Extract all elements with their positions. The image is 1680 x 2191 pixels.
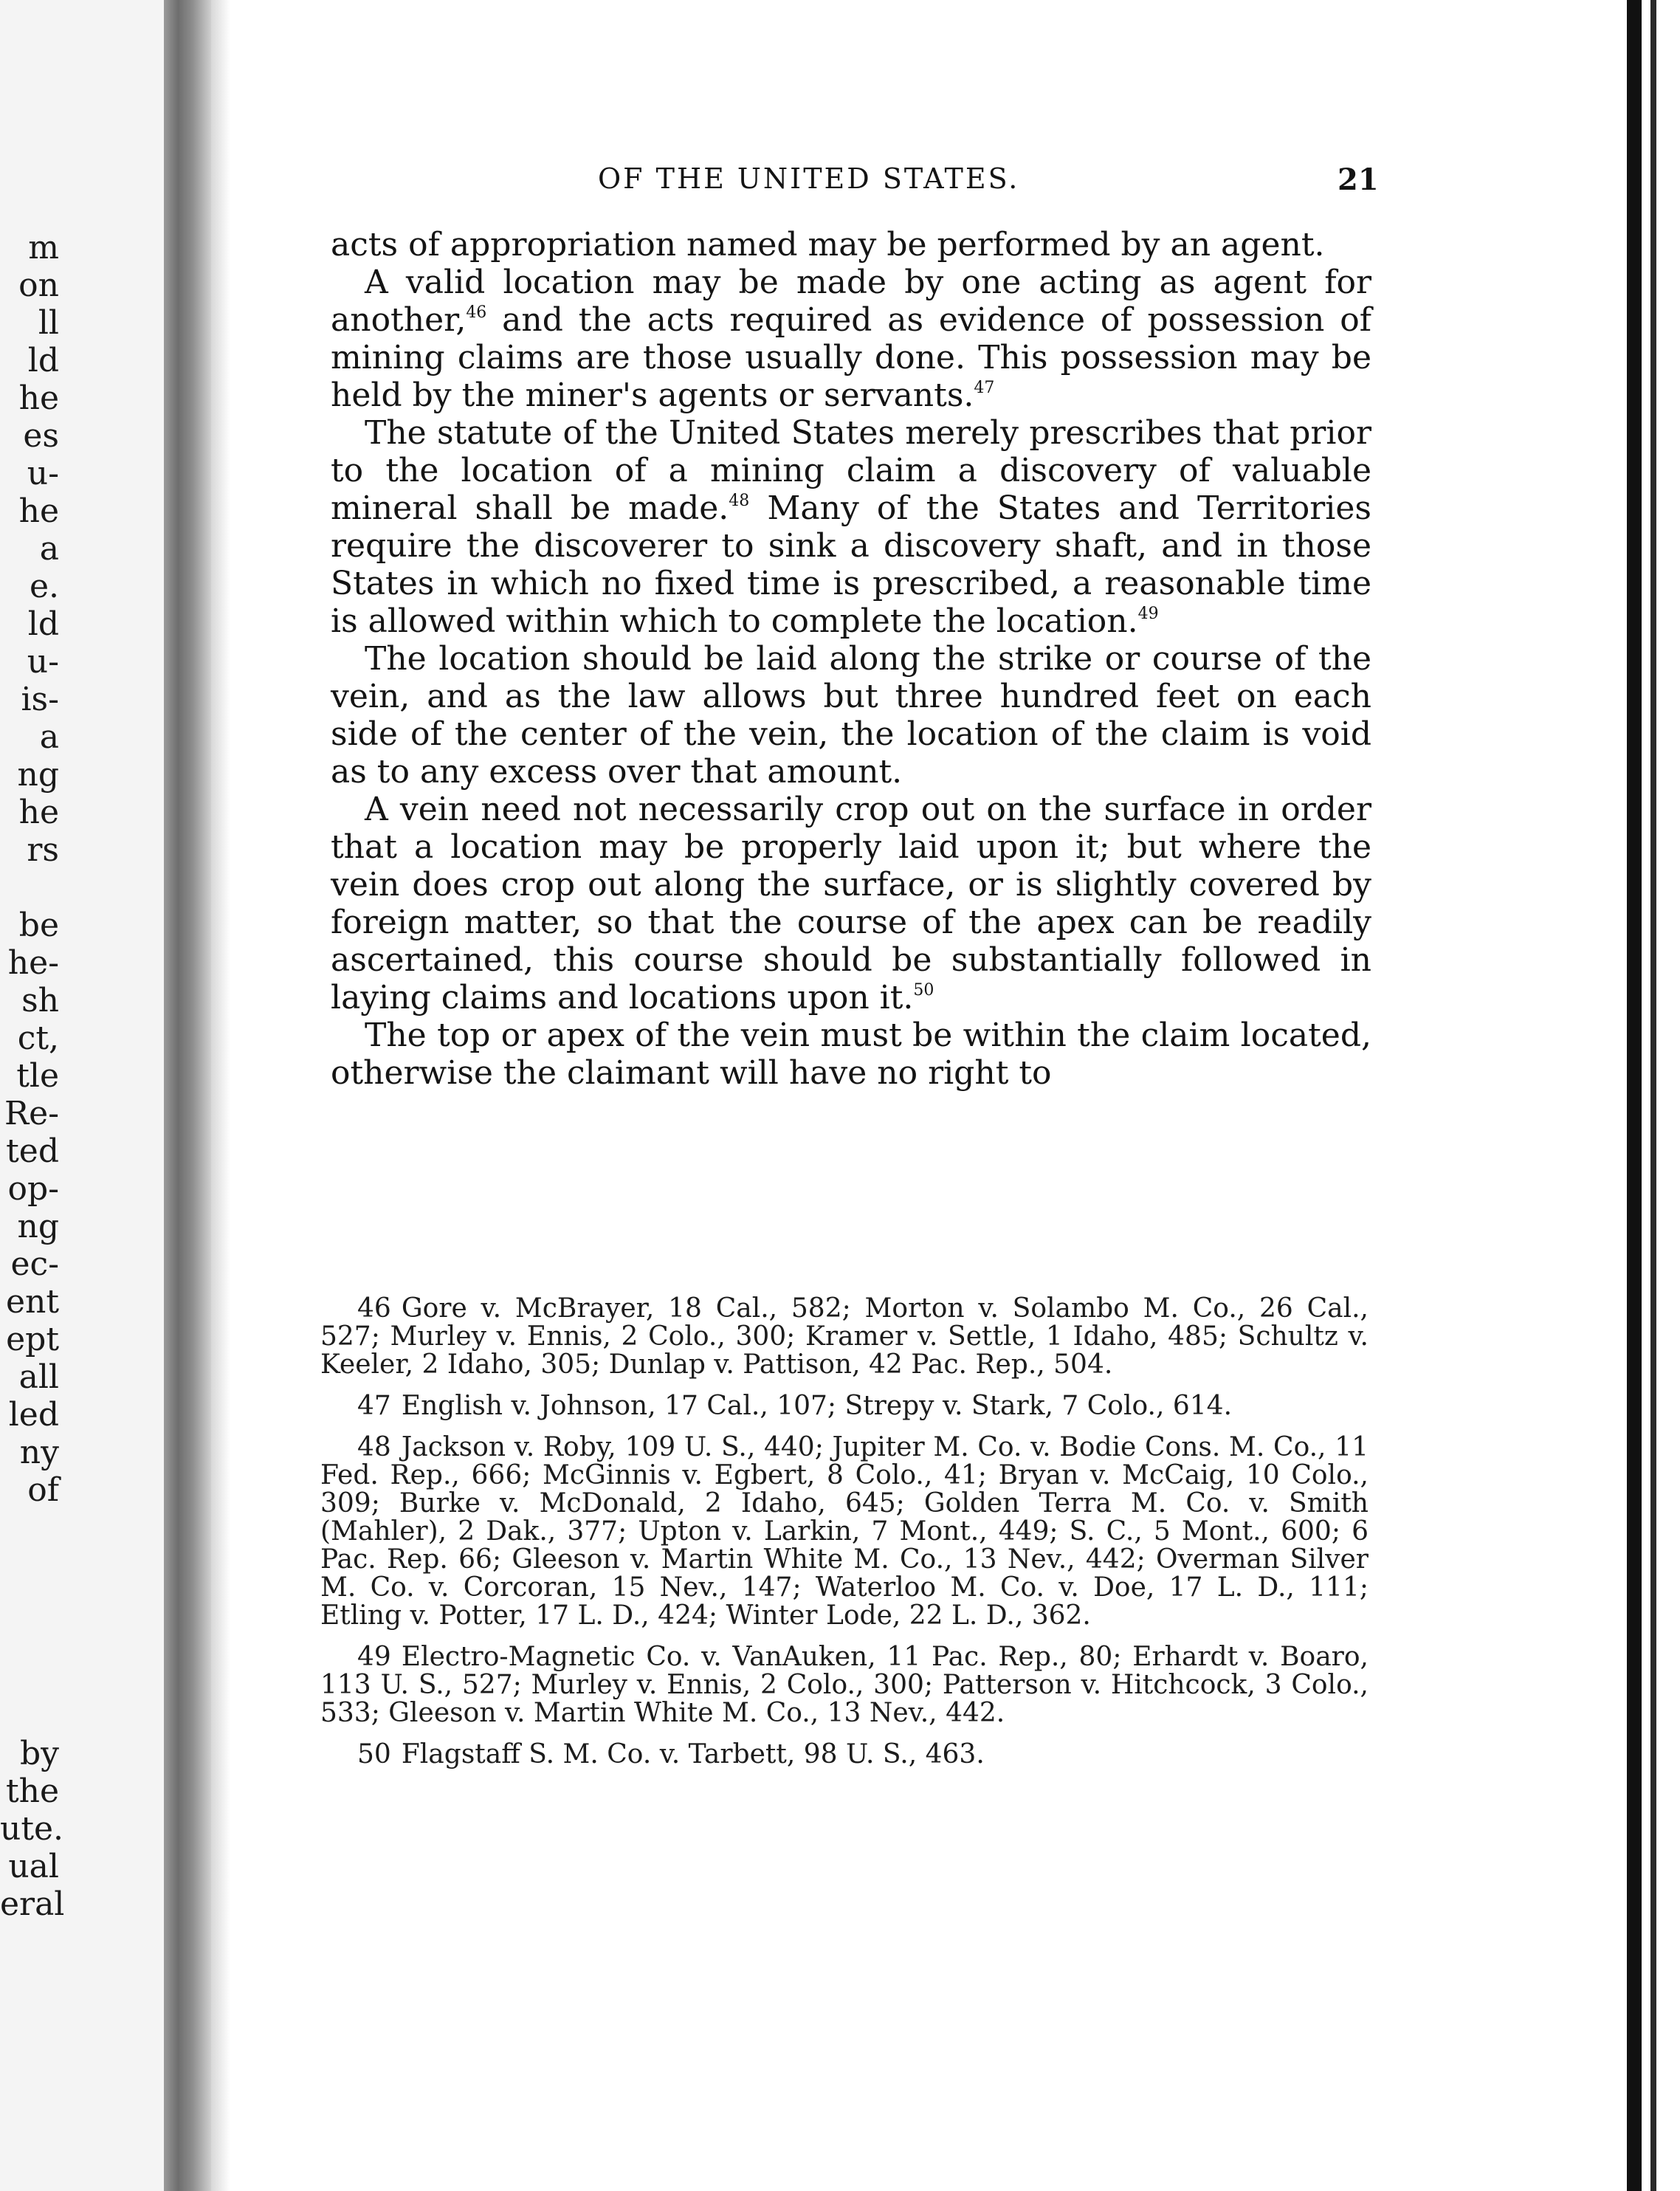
left-page-fragment: op- <box>7 1170 59 1208</box>
left-page-fragment: he- <box>7 944 59 982</box>
left-page-fragment: es <box>23 417 59 455</box>
footnote <box>320 1392 1369 1420</box>
left-page-text-fragments <box>0 229 65 1923</box>
left-page-fragment: ent <box>5 1283 59 1321</box>
footnote <box>320 1643 1369 1727</box>
left-page-fragment: of <box>27 1471 59 1509</box>
footnote-ref[interactable]: 49 <box>1137 605 1159 623</box>
page-number: 21 <box>1338 162 1379 197</box>
footnote <box>320 1741 1369 1769</box>
left-page-fragment <box>0 869 59 907</box>
scan-border <box>1627 0 1642 2191</box>
footnote-number: 46 <box>357 1293 391 1324</box>
left-page-fragment: a <box>39 718 59 756</box>
footnote-number: 49 <box>357 1642 391 1672</box>
body-text <box>331 226 1371 1092</box>
left-page-fragment: ld <box>27 605 59 643</box>
left-page-fragment: eral <box>0 1885 65 1923</box>
left-page-fragment: u- <box>27 643 59 681</box>
footnote-text: Jackson v. Roby, 109 U. S., 440; Jupiter M. Co. v. Bodie Cons. M. Co., 11 Fed. Rep., 666; McGinnis v. Egbert, 8 Colo., 41; Bryan v. McCaig, 10 Colo., 309; Burke v. McDonald, 2 Idaho, 645; Golden Terra M. Co. v. Smith (Mahler), 2 Dak., 377; Upton v. Larkin, 7 Mont., 449; S. C., 5 Mont., 600; 6 Pac. Rep. 66; Gleeson v. Martin White M. Co., 13 Nev., 442; Overman Silver M. Co. v. Corcoran, 15 Nev., 147; Waterloo M. Co. v. Doe, 17 L. D., 111; Etling v. Potter, 17 L. D., 424; Winter Lode, 22 L. D., 362. <box>320 1432 1369 1631</box>
left-page-fragment: ual <box>8 1848 59 1885</box>
gutter-shadow <box>211 0 230 2191</box>
left-page-fragment: by <box>19 1735 59 1772</box>
book-gutter <box>164 0 211 2191</box>
left-page-fragment: Re- <box>4 1095 59 1132</box>
left-page-fragment: tle <box>16 1057 59 1095</box>
left-page-fragment: ept <box>6 1321 59 1358</box>
left-page-fragment: led <box>8 1396 59 1434</box>
left-page-fragment: ute. <box>0 1810 64 1848</box>
running-title: OF THE UNITED STATES. <box>598 162 1020 195</box>
left-page-fragment: m <box>28 229 59 266</box>
left-page-fragment: rs <box>27 831 59 869</box>
left-page-fragment: he <box>18 492 59 530</box>
left-page-fragment: is- <box>21 681 59 718</box>
left-page-fragment: ny <box>19 1434 59 1471</box>
left-page-fragment: ct, <box>17 1019 59 1057</box>
left-page-fragment: u- <box>27 455 59 492</box>
left-page-fragment: a <box>39 530 59 568</box>
left-page-fragment: ec- <box>10 1245 59 1283</box>
paragraph: A valid location may be made by one acting as agent for another,$^{46}$ and the acts required as evidence of possession of mining claims are those usually done. This possession may be held by the miner's agents or servants.$^{47}$ <box>331 264 1371 414</box>
left-page-fragment: on <box>18 266 59 304</box>
left-page-fragment: be <box>18 907 59 944</box>
footnote-number: 50 <box>357 1739 391 1769</box>
scan-border-inner <box>1650 0 1656 2191</box>
left-page-fragment: he <box>18 379 59 417</box>
footnote-ref[interactable]: 48 <box>729 492 750 510</box>
footnote-ref[interactable]: 50 <box>913 981 934 1000</box>
left-page-fragment: ll <box>38 304 59 342</box>
footnotes <box>320 1295 1369 1782</box>
footnote <box>320 1295 1369 1379</box>
left-page-fragment: ld <box>27 342 59 379</box>
left-page-fragment: ng <box>17 756 59 794</box>
left-page-edge <box>0 0 171 2191</box>
left-page-fragment: he <box>18 794 59 831</box>
left-page-fragment: e. <box>29 568 59 605</box>
footnote <box>320 1434 1369 1630</box>
paragraph: acts of appropriation named may be performed by an agent. <box>331 226 1325 264</box>
left-page-fragment: all <box>18 1358 59 1396</box>
footnote-text: Electro-Magnetic Co. v. VanAuken, 11 Pac. Rep., 80; Erhardt v. Boaro, 113 U. S., 527; Murley v. Ennis, 2 Colo., 300; Patterson v. Hitchcock, 3 Colo., 533; Gleeson v. Martin White M. Co., 13 Nev., 442. <box>320 1642 1369 1728</box>
paragraph: The top or apex of the vein must be within the claim located, otherwise the claimant will have no right to <box>331 1017 1371 1092</box>
left-page-fragment: sh <box>21 982 59 1019</box>
footnote-text: Flagstaff S. M. Co. v. Tarbett, 98 U. S., 463. <box>401 1739 985 1769</box>
footnote-number: 47 <box>357 1391 391 1421</box>
paragraph: A vein need not necessarily crop out on the surface in order that a location may be properly laid upon it; but where the vein does crop out along the surface, or is slightly covered by foreign matter, so that the course of the apex can be readily ascertained, this course should be substantially followed in laying claims and locations upon it.$^{50}$ <box>331 791 1371 1017</box>
footnote-text: English v. Johnson, 17 Cal., 107; Strepy v. Stark, 7 Colo., 614. <box>401 1391 1233 1421</box>
left-page-fragment: ted <box>6 1132 59 1170</box>
footnote-text: Gore v. McBrayer, 18 Cal., 582; Morton v. Solambo M. Co., 26 Cal., 527; Murley v. Ennis, 2 Colo., 300; Kramer v. Settle, 1 Idaho, 485; Schultz v. Keeler, 2 Idaho, 305; Dunlap v. Pattison, 42 Pac. Rep., 504. <box>320 1293 1369 1380</box>
paragraph: The statute of the United States merely prescribes that prior to the location of a mining claim a discovery of valuable mineral shall be made.$^{48}$ Many of the States and Territories require the discoverer to sink a discovery shaft, and in those States in which no fixed time is prescribed, a reasonable time is allowed within which to complete the location.$^{49}$ <box>331 414 1371 640</box>
footnote-ref[interactable]: 46 <box>466 303 487 322</box>
left-page-fragment: the <box>5 1772 59 1810</box>
right-page-edge <box>1621 0 1680 2191</box>
left-page-fragment: ng <box>17 1208 59 1245</box>
left-page-fragment <box>0 1509 59 1735</box>
footnote-number: 48 <box>357 1432 391 1462</box>
paragraph: The location should be laid along the strike or course of the vein, and as the law allows but three hundred feet on each side of the center of the vein, the location of the claim is void as to any excess over that amount. <box>331 640 1371 791</box>
footnote-ref[interactable]: 47 <box>974 379 995 397</box>
